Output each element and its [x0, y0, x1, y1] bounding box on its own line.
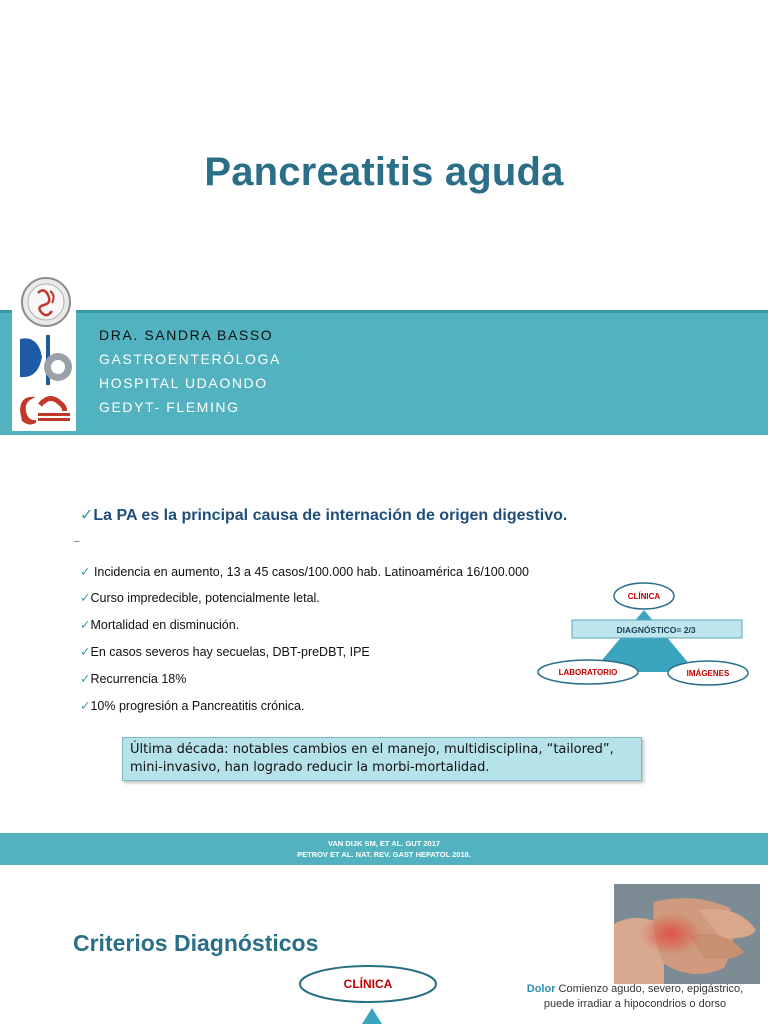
criterios-triangle-top	[362, 1008, 382, 1024]
references-band	[0, 833, 768, 865]
bullet-text: Recurrencia 18%	[90, 672, 187, 686]
dolor-text: Comienzo agudo, severo, epigástrico,	[555, 983, 744, 995]
bullet-secuelas	[80, 644, 370, 659]
diagram-label-clinica: CLÍNICA	[627, 592, 661, 601]
headline-text: La PA es la principal causa de internación de origen digestivo.	[93, 507, 568, 524]
checkmark-icon: ✓	[80, 565, 91, 579]
society-seal-logo	[12, 275, 76, 327]
dash-mark: –	[74, 536, 80, 547]
logo-column	[12, 275, 76, 431]
bullet-text: Incidencia en aumento, 13 a 45 casos/100.000 hab. Latinoamérica 16/100.000	[90, 565, 529, 579]
bullet-recurrencia	[80, 671, 186, 686]
headline	[80, 505, 567, 525]
checkmark-icon: ✓	[80, 699, 91, 713]
dolor-label: Dolor	[526, 983, 556, 995]
checkmark-icon: ✓	[80, 591, 91, 605]
bullet-text: Curso impredecible, potencialmente letal.	[90, 591, 320, 605]
dolor-line-1	[500, 982, 768, 997]
author-name: DRA. SANDRA BASSO	[99, 327, 274, 343]
criterios-oval-label: CLÍNICA	[343, 977, 393, 991]
reference-2: PETROV ET AL. NAT. REV. GAST HEPATOL 2018.	[297, 850, 471, 859]
checkmark-icon: ✓	[80, 645, 91, 659]
checkmark-icon: ✓	[80, 672, 91, 686]
author-hospital: HOSPITAL UDAONDO	[99, 375, 268, 391]
summary-callout: Última década: notables cambios en el manejo, multidisciplina, “tailored”, mini-invasivo, han logrado reducir la morbi-mortalidad.	[122, 737, 642, 781]
bullet-text: Mortalidad en disminución.	[90, 618, 240, 632]
criterios-diagram	[296, 962, 442, 1024]
diagram-label-imagenes: IMÁGENES	[686, 669, 730, 678]
diagram-label-laboratorio: LABORATORIO	[558, 668, 618, 677]
diagram-label-center: DIAGNÓSTICO= 2/3	[616, 625, 696, 635]
bullet-curso	[80, 590, 320, 605]
bullet-mortalidad	[80, 617, 239, 632]
bullet-incidencia	[80, 564, 529, 579]
bullet-text: 10% progresión a Pancreatitis crónica.	[90, 699, 305, 713]
bullet-text: En casos severos hay secuelas, DBT-preDBT, IPE	[90, 645, 370, 659]
author-group: GEDYT- FLEMING	[99, 399, 240, 415]
reference-1: VAN DIJK SM, ET AL. GUT 2017	[327, 839, 441, 848]
bullet-progresion	[80, 698, 305, 713]
diagnosis-diagram	[530, 580, 768, 690]
author-band	[0, 310, 768, 435]
abdominal-pain-photo	[614, 884, 760, 984]
slide-title: Pancreatitis aguda	[204, 150, 564, 194]
checkmark-icon: ✓	[80, 618, 91, 632]
criterios-title: Criterios Diagnósticos	[73, 930, 319, 956]
dolor-description	[500, 982, 768, 1012]
club-del-pancreas-logo	[12, 389, 76, 431]
hospital-logo	[12, 329, 76, 389]
checkmark-icon: ✓	[80, 507, 94, 524]
dolor-line-2: puede irradiar a hipocondrios o dorso	[543, 998, 727, 1010]
author-role: GASTROENTERÓLOGA	[99, 351, 281, 367]
